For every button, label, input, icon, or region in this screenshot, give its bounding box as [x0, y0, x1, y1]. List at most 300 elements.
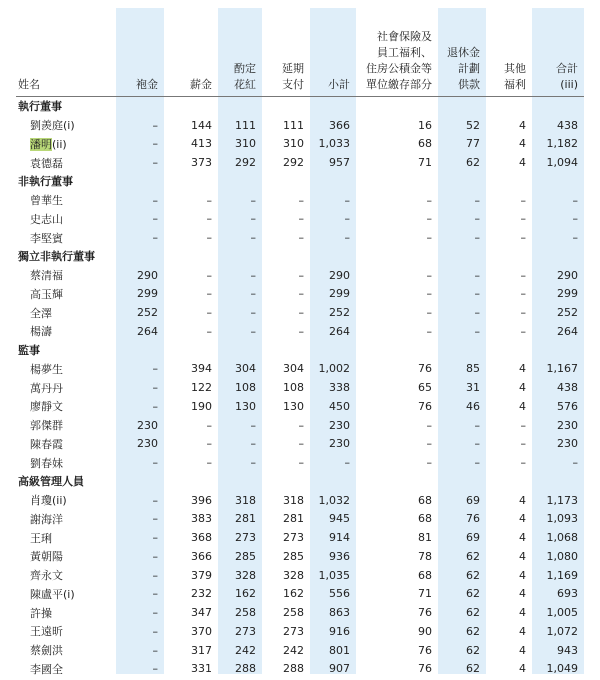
cell-value: – [152, 381, 158, 395]
cell-value: – [426, 437, 432, 451]
cell-value: – [474, 212, 480, 226]
cell-value: – [298, 418, 304, 432]
cell-value: – [152, 118, 158, 132]
person-name: 劉羨庭(i) [30, 119, 75, 133]
cell-value: 230 [137, 437, 158, 451]
cell-value: 1,080 [546, 549, 578, 563]
cell-value: 290 [557, 268, 578, 282]
cell-value: 230 [557, 437, 578, 451]
cell-value: – [474, 287, 480, 301]
person-name: 袁德磊 [30, 156, 63, 170]
cell-value: 943 [557, 643, 578, 657]
header-deferred: 延期 支付 [282, 62, 304, 91]
cell-value: 258 [283, 606, 304, 620]
cell-value: 328 [235, 568, 256, 582]
cell-value: – [520, 231, 526, 245]
cell-value: 347 [191, 606, 212, 620]
cell-value: 4 [519, 549, 526, 563]
person-name: 高玉輝 [30, 287, 63, 301]
cell-value: – [206, 456, 212, 470]
table-row [16, 585, 584, 604]
cell-value: – [426, 306, 432, 320]
header-subtotal: 小計 [328, 78, 350, 91]
cell-value: 292 [235, 156, 256, 170]
cell-value: 957 [329, 156, 350, 170]
cell-value: 1,002 [318, 362, 350, 376]
person-name: 謝海洋 [30, 512, 63, 526]
cell-value: – [344, 231, 350, 245]
cell-value: – [250, 193, 256, 207]
cell-value: – [206, 287, 212, 301]
cell-value: 85 [466, 362, 480, 376]
cell-value: 285 [235, 549, 256, 563]
cell-value: 162 [283, 587, 304, 601]
table-row [16, 491, 584, 510]
cell-value: 71 [418, 156, 432, 170]
cell-value: – [474, 231, 480, 245]
cell-value: – [426, 287, 432, 301]
cell-value: 273 [235, 531, 256, 545]
person-name: 肖瓊(ii) [30, 494, 67, 508]
person-name: 陳盧平(i) [30, 587, 75, 601]
table-row [16, 378, 584, 397]
cell-value: – [152, 456, 158, 470]
cell-value: 190 [191, 399, 212, 413]
cell-value: – [426, 456, 432, 470]
cell-value: – [152, 549, 158, 563]
cell-value: 304 [283, 362, 304, 376]
cell-value: 76 [418, 662, 432, 676]
cell-value: 317 [191, 643, 212, 657]
cell-value: – [206, 231, 212, 245]
cell-value: 252 [557, 306, 578, 320]
person-name: 楊夢生 [30, 362, 63, 376]
cell-value: 281 [283, 512, 304, 526]
cell-value: 914 [329, 531, 350, 545]
cell-value: – [152, 231, 158, 245]
cell-value: – [298, 324, 304, 338]
person-name: 蔡劍洪 [30, 644, 63, 658]
cell-value: 368 [191, 531, 212, 545]
header-name: 姓名 [18, 78, 40, 91]
person-name: 許操 [30, 606, 52, 620]
table-row [16, 303, 584, 322]
cell-value: 1,167 [546, 362, 578, 376]
cell-value: – [206, 306, 212, 320]
cell-value: – [474, 437, 480, 451]
person-name: 郭傑群 [30, 419, 63, 433]
cell-value: 285 [283, 549, 304, 563]
cell-value: – [250, 456, 256, 470]
cell-value: 68 [418, 512, 432, 526]
person-name: 黃朝陽 [30, 550, 63, 564]
cell-value: 1,005 [546, 606, 578, 620]
cell-value: – [206, 193, 212, 207]
cell-value: 556 [329, 587, 350, 601]
table-row [16, 528, 584, 547]
cell-value: – [474, 193, 480, 207]
cell-value: 801 [329, 643, 350, 657]
cell-value: 4 [519, 624, 526, 638]
cell-value: – [152, 156, 158, 170]
cell-value: 1,169 [546, 568, 578, 582]
cell-value: 4 [519, 662, 526, 676]
cell-value: 76 [418, 643, 432, 657]
cell-value: 242 [283, 643, 304, 657]
cell-value: 264 [137, 324, 158, 338]
cell-value: 273 [283, 624, 304, 638]
cell-value: 62 [466, 587, 480, 601]
cell-value: – [344, 193, 350, 207]
person-name: 全澤 [30, 306, 52, 320]
section-title: 高級管理人員 [18, 475, 84, 489]
cell-value: 76 [418, 399, 432, 413]
cell-value: 69 [466, 493, 480, 507]
header-fees: 袍金 [136, 78, 158, 91]
section-title: 獨立非執行董事 [18, 250, 95, 264]
cell-value: – [426, 418, 432, 432]
cell-value: 81 [418, 531, 432, 545]
cell-value: 328 [283, 568, 304, 582]
cell-value: – [520, 193, 526, 207]
cell-value: 264 [329, 324, 350, 338]
cell-value: 310 [283, 137, 304, 151]
cell-value: – [250, 212, 256, 226]
cell-value: – [250, 418, 256, 432]
table-row [16, 285, 584, 304]
cell-value: 945 [329, 512, 350, 526]
cell-value: – [152, 399, 158, 413]
cell-value: – [206, 212, 212, 226]
cell-value: – [152, 662, 158, 676]
cell-value: 16 [418, 118, 432, 132]
table-row [16, 153, 584, 172]
cell-value: – [152, 212, 158, 226]
person-name: 楊濤 [30, 325, 52, 339]
cell-value: – [474, 268, 480, 282]
cell-value: 62 [466, 643, 480, 657]
cell-value: – [474, 456, 480, 470]
cell-value: – [250, 306, 256, 320]
cell-value: 383 [191, 512, 212, 526]
cell-value: – [520, 418, 526, 432]
table-row [16, 660, 584, 679]
highlighted-name: 潘明 [30, 137, 52, 151]
cell-value: – [152, 193, 158, 207]
cell-value: 281 [235, 512, 256, 526]
cell-value: 52 [466, 118, 480, 132]
person-name: 李國全 [30, 662, 63, 676]
cell-value: 1,032 [318, 493, 350, 507]
cell-value: 450 [329, 399, 350, 413]
table-row [16, 547, 584, 566]
cell-value: – [426, 212, 432, 226]
cell-value: 4 [519, 512, 526, 526]
cell-value: – [152, 624, 158, 638]
cell-value: 4 [519, 118, 526, 132]
cell-value: – [152, 568, 158, 582]
cell-value: 1,094 [546, 156, 578, 170]
cell-value: 338 [329, 381, 350, 395]
cell-value: – [206, 324, 212, 338]
cell-value: – [572, 456, 578, 470]
person-name: 陳春霞 [30, 437, 63, 451]
table-row [16, 322, 584, 341]
header-bonus: 酌定 花紅 [234, 62, 256, 91]
cell-value: 576 [557, 399, 578, 413]
cell-value: 299 [557, 287, 578, 301]
person-name: 李堅賓 [30, 231, 63, 245]
cell-value: 318 [235, 493, 256, 507]
cell-value: 62 [466, 568, 480, 582]
cell-value: – [572, 193, 578, 207]
section-title: 執行董事 [18, 100, 62, 114]
cell-value: 366 [191, 549, 212, 563]
person-name: 齊永文 [30, 569, 63, 583]
cell-value: 4 [519, 587, 526, 601]
table-row [16, 622, 584, 641]
cell-value: – [426, 324, 432, 338]
cell-value: – [152, 587, 158, 601]
cell-value: – [250, 324, 256, 338]
cell-value: – [152, 606, 158, 620]
section-title: 監事 [18, 344, 40, 358]
cell-value: 68 [418, 568, 432, 582]
cell-value: – [298, 456, 304, 470]
cell-value: 62 [466, 606, 480, 620]
person-name [16, 135, 116, 154]
cell-value: 230 [557, 418, 578, 432]
cell-value: – [152, 531, 158, 545]
cell-value: – [520, 456, 526, 470]
cell-value: 4 [519, 643, 526, 657]
person-name: 蔡清福 [30, 269, 63, 283]
cell-value: – [474, 306, 480, 320]
table-row [16, 453, 584, 472]
cell-value: 230 [329, 418, 350, 432]
person-name: 劉春妹 [30, 456, 63, 470]
cell-value: 46 [466, 399, 480, 413]
cell-value: 413 [191, 137, 212, 151]
table-row [16, 603, 584, 622]
section-header-row [16, 172, 584, 191]
cell-value: 1,068 [546, 531, 578, 545]
table-row [16, 435, 584, 454]
cell-value: 1,173 [546, 493, 578, 507]
person-name: 史志山 [30, 212, 63, 226]
cell-value: – [152, 643, 158, 657]
cell-value: 373 [191, 156, 212, 170]
table-row [16, 135, 584, 154]
cell-value: – [520, 306, 526, 320]
header-other: 其他 福利 [504, 62, 526, 91]
cell-value: 1,035 [318, 568, 350, 582]
person-name: 萬丹丹 [30, 381, 63, 395]
cell-value: – [426, 231, 432, 245]
cell-value: 252 [329, 306, 350, 320]
cell-value: 76 [418, 362, 432, 376]
cell-value: – [572, 212, 578, 226]
cell-value: 379 [191, 568, 212, 582]
section-title: 非執行董事 [18, 175, 73, 189]
cell-value: 242 [235, 643, 256, 657]
cell-value: 916 [329, 624, 350, 638]
cell-value: 130 [235, 399, 256, 413]
table-row [16, 228, 584, 247]
cell-value: – [298, 193, 304, 207]
cell-value: 111 [235, 118, 256, 132]
cell-value: 111 [283, 118, 304, 132]
cell-value: – [426, 193, 432, 207]
cell-value: 4 [519, 568, 526, 582]
cell-value: 4 [519, 381, 526, 395]
cell-value: – [152, 137, 158, 151]
cell-value: 108 [235, 381, 256, 395]
cell-value: 1,093 [546, 512, 578, 526]
cell-value: – [298, 437, 304, 451]
table-row [16, 116, 584, 135]
table-row [16, 266, 584, 285]
section-header-row [16, 247, 584, 266]
table-row [16, 360, 584, 379]
person-name: 王遠昕 [30, 625, 63, 639]
section-header-row [16, 97, 584, 116]
person-name: 曾華生 [30, 194, 63, 208]
person-name: 廖靜文 [30, 400, 63, 414]
cell-value: – [520, 287, 526, 301]
cell-value: 130 [283, 399, 304, 413]
cell-value: – [344, 212, 350, 226]
cell-value: 936 [329, 549, 350, 563]
section-header-row [16, 472, 584, 491]
cell-value: 1,049 [546, 662, 578, 676]
cell-value: 62 [466, 156, 480, 170]
cell-value: – [250, 287, 256, 301]
cell-value: 77 [466, 137, 480, 151]
cell-value: – [520, 212, 526, 226]
cell-value: 1,072 [546, 624, 578, 638]
table-body [16, 97, 584, 679]
cell-value: 264 [557, 324, 578, 338]
table-row [16, 566, 584, 585]
cell-value: – [520, 324, 526, 338]
header-social: 社會保險及 員工福利、 住房公積金等 單位繳存部分 [366, 30, 432, 91]
cell-value: – [152, 512, 158, 526]
table-row [16, 641, 584, 660]
cell-value: – [206, 418, 212, 432]
cell-value: 76 [466, 512, 480, 526]
table-row [16, 510, 584, 529]
cell-value: 288 [283, 662, 304, 676]
cell-value: 4 [519, 156, 526, 170]
cell-value: 318 [283, 493, 304, 507]
cell-value: 1,033 [318, 137, 350, 151]
cell-value: – [426, 268, 432, 282]
cell-value: 4 [519, 606, 526, 620]
cell-value: 62 [466, 662, 480, 676]
cell-value: 331 [191, 662, 212, 676]
cell-value: 273 [283, 531, 304, 545]
cell-value: 290 [137, 268, 158, 282]
header-pension: 退休金 計劃 供款 [447, 46, 480, 91]
cell-value: 438 [557, 118, 578, 132]
cell-value: – [344, 456, 350, 470]
cell-value: 292 [283, 156, 304, 170]
cell-value: 4 [519, 531, 526, 545]
cell-value: 62 [466, 624, 480, 638]
remuneration-table [16, 8, 584, 678]
header-total: 合計 (iii) [556, 62, 578, 91]
cell-value: 4 [519, 137, 526, 151]
cell-value: 394 [191, 362, 212, 376]
cell-value: 310 [235, 137, 256, 151]
cell-value: 252 [137, 306, 158, 320]
cell-value: – [152, 362, 158, 376]
cell-value: – [298, 268, 304, 282]
header-salary: 薪金 [190, 78, 212, 91]
cell-value: 108 [283, 381, 304, 395]
person-name: 王琍 [30, 531, 52, 545]
cell-value: – [474, 418, 480, 432]
cell-value: – [298, 287, 304, 301]
cell-value: 290 [329, 268, 350, 282]
cell-value: 69 [466, 531, 480, 545]
cell-value: 65 [418, 381, 432, 395]
cell-value: 304 [235, 362, 256, 376]
cell-value: 438 [557, 381, 578, 395]
cell-value: 299 [137, 287, 158, 301]
cell-value: 230 [137, 418, 158, 432]
cell-value: 396 [191, 493, 212, 507]
table-row [16, 210, 584, 229]
cell-value: 71 [418, 587, 432, 601]
cell-value: – [520, 437, 526, 451]
cell-value: 76 [418, 606, 432, 620]
table-row [16, 397, 584, 416]
cell-value: – [474, 324, 480, 338]
cell-value: – [250, 231, 256, 245]
cell-value: – [250, 268, 256, 282]
cell-value: 4 [519, 493, 526, 507]
cell-value: 62 [466, 549, 480, 563]
cell-value: – [152, 493, 158, 507]
cell-value: 232 [191, 587, 212, 601]
cell-value: 122 [191, 381, 212, 395]
table-row [16, 191, 584, 210]
cell-value: 31 [466, 381, 480, 395]
section-header-row [16, 341, 584, 360]
cell-value: 288 [235, 662, 256, 676]
table-row [16, 416, 584, 435]
cell-value: 162 [235, 587, 256, 601]
name-suffix: (ii) [52, 137, 67, 151]
cell-value: 90 [418, 624, 432, 638]
cell-value: – [298, 306, 304, 320]
table-header-row [16, 8, 584, 97]
cell-value: – [572, 231, 578, 245]
cell-value: – [298, 231, 304, 245]
cell-value: 68 [418, 137, 432, 151]
cell-value: 863 [329, 606, 350, 620]
cell-value: 1,182 [546, 137, 578, 151]
cell-value: 144 [191, 118, 212, 132]
cell-value: 4 [519, 362, 526, 376]
cell-value: 907 [329, 662, 350, 676]
cell-value: 299 [329, 287, 350, 301]
cell-value: 68 [418, 493, 432, 507]
cell-value: 273 [235, 624, 256, 638]
cell-value: 693 [557, 587, 578, 601]
